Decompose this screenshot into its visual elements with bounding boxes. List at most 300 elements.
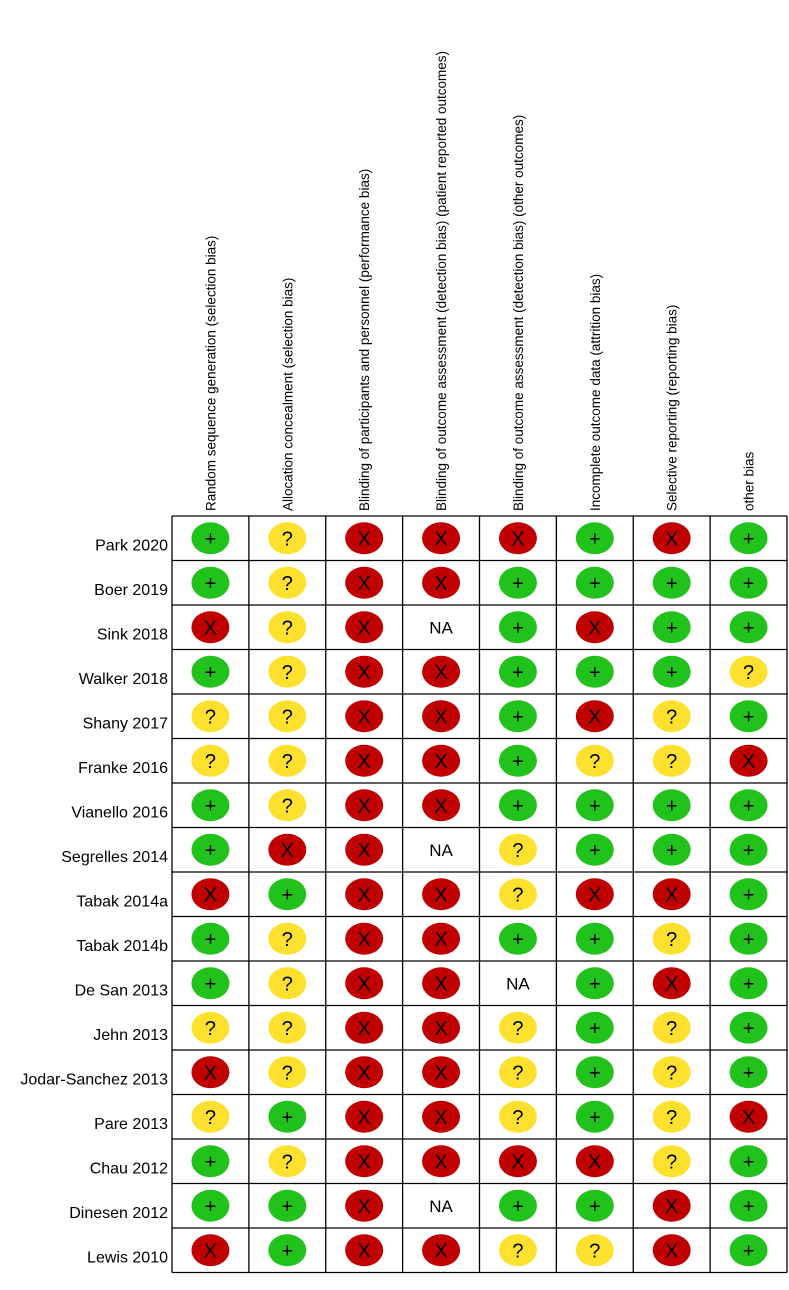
rating-symbol-high: X	[665, 973, 679, 996]
rating-symbol-high: X	[357, 528, 371, 551]
rating-symbol-high: X	[357, 706, 371, 729]
rating-cell-boer-2019-col6-low	[576, 567, 614, 599]
rating-cell-jehn-2013-col7-unclear	[653, 1012, 691, 1044]
row-label-franke-2016: Franke 2016	[78, 760, 168, 778]
rating-symbol-low: +	[204, 973, 217, 996]
rating-cell-park-2020-col3-high	[345, 522, 383, 554]
rating-symbol-low: +	[512, 706, 524, 729]
rating-cell-boer-2019-col5-low	[499, 567, 537, 599]
rating-symbol-high: X	[203, 884, 218, 907]
rating-symbol-low: +	[588, 1106, 601, 1129]
rating-symbol-low: +	[204, 1151, 217, 1174]
row-label-jehn-2013: Jehn 2013	[93, 1027, 168, 1045]
rating-cell-tabak-2014a-col1-high	[191, 878, 229, 910]
rating-cell-dinesen-2012-col8-low	[730, 1190, 768, 1222]
rating-symbol-low: +	[742, 1062, 755, 1085]
column-header-5: Blinding of outcome assessment (detection bias) (other outcomes)	[510, 114, 526, 511]
rating-symbol-high: X	[357, 572, 371, 595]
rating-symbol-high: X	[357, 1062, 371, 1085]
rating-symbol-low: +	[281, 1195, 294, 1218]
rating-cell-chau-2012-col5-high	[499, 1145, 537, 1177]
rating-cell-park-2020-col8-low	[730, 522, 768, 554]
rating-symbol-high: X	[357, 1106, 371, 1129]
rating-cell-chau-2012-col1-low	[191, 1145, 229, 1177]
rating-symbol-low: +	[281, 1106, 294, 1129]
rating-cell-franke-2016-col8-high	[730, 745, 768, 777]
rating-cell-jehn-2013-col3-high	[345, 1012, 383, 1044]
rating-cell-franke-2016-col2-unclear	[268, 745, 306, 777]
rating-cell-jodar-sanchez-2013-col2-unclear	[268, 1056, 306, 1088]
rating-symbol-low: +	[742, 1151, 755, 1174]
rating-symbol-low: +	[512, 928, 524, 951]
row-label-chau-2012: Chau 2012	[89, 1160, 168, 1178]
rating-symbol-high: X	[434, 706, 448, 729]
rating-symbol-low: +	[588, 1017, 601, 1040]
rating-symbol-high: X	[588, 706, 602, 729]
rating-cell-dinesen-2012-col4-na	[429, 1197, 453, 1216]
rating-symbol-unclear: ?	[666, 750, 678, 773]
rating-cell-walker-2018-col7-low	[653, 656, 691, 688]
row-label-shany-2017: Shany 2017	[82, 715, 168, 733]
rating-symbol-high: X	[434, 661, 448, 684]
rating-symbol-high: X	[357, 795, 371, 818]
rating-cell-lewis-2010-col7-high	[653, 1234, 691, 1266]
rating-cell-tabak-2014a-col2-low	[268, 878, 306, 910]
rating-cell-lewis-2010-col1-high	[191, 1234, 229, 1266]
rating-symbol-low: +	[588, 528, 601, 551]
rating-cell-de-san-2013-col5-na	[506, 974, 530, 993]
rating-symbol-unclear: ?	[281, 1062, 293, 1085]
rating-cell-shany-2017-col6-high	[576, 700, 614, 732]
rating-symbol-low: +	[588, 1062, 601, 1085]
rating-symbol-high: X	[434, 528, 448, 551]
rating-cell-jehn-2013-col8-low	[730, 1012, 768, 1044]
rating-cell-sink-2018-col2-unclear	[268, 611, 306, 643]
rating-cell-pare-2013-col4-high	[422, 1101, 460, 1133]
rating-symbol-unclear: ?	[666, 1151, 678, 1174]
rating-symbol-unclear: ?	[281, 572, 293, 595]
row-label-dinesen-2012: Dinesen 2012	[69, 1205, 168, 1223]
rating-symbol-low: +	[665, 661, 678, 684]
rating-symbol-low: +	[742, 839, 755, 862]
rating-symbol-low: +	[204, 572, 217, 595]
rating-cell-tabak-2014b-col7-unclear	[653, 923, 691, 955]
rating-symbol-unclear: ?	[204, 1106, 216, 1129]
rating-cell-tabak-2014b-col2-unclear	[268, 923, 306, 955]
rating-symbol-low: +	[588, 928, 601, 951]
rating-symbol-high: X	[434, 1062, 448, 1085]
rating-cell-vianello-2016-col8-low	[730, 789, 768, 821]
rating-symbol-high: X	[434, 884, 448, 907]
rating-cell-segrelles-2014-col6-low	[576, 834, 614, 866]
rating-symbol-unclear: ?	[281, 661, 293, 684]
rating-symbol-low: +	[742, 1017, 755, 1040]
rating-symbol-unclear: ?	[666, 928, 678, 951]
rating-symbol-high: X	[357, 1240, 371, 1263]
rating-cell-park-2020-col5-high	[499, 522, 537, 554]
rating-symbol-low: +	[588, 973, 601, 996]
rating-cell-tabak-2014a-col3-high	[345, 878, 383, 910]
column-header-1: Random sequence generation (selection bias)	[203, 235, 219, 511]
rating-symbol-unclear: ?	[666, 1017, 678, 1040]
rating-cell-chau-2012-col2-unclear	[268, 1145, 306, 1177]
rating-cell-de-san-2013-col6-low	[576, 967, 614, 999]
rating-symbol-low: +	[512, 750, 524, 773]
rating-cell-vianello-2016-col7-low	[653, 789, 691, 821]
rating-cell-dinesen-2012-col3-high	[345, 1190, 383, 1222]
rating-cell-shany-2017-col5-low	[499, 700, 537, 732]
rating-symbol-high: X	[665, 528, 679, 551]
rating-cell-walker-2018-col4-high	[422, 656, 460, 688]
rating-cell-walker-2018-col8-unclear	[730, 656, 768, 688]
column-header-3: Blinding of participants and personnel (performance bias)	[357, 168, 373, 511]
rating-cell-park-2020-col7-high	[653, 522, 691, 554]
rating-symbol-high: X	[434, 1151, 448, 1174]
rating-cell-chau-2012-col8-low	[730, 1145, 768, 1177]
rating-symbol-unclear: ?	[281, 1017, 293, 1040]
rating-cell-pare-2013-col6-low	[576, 1101, 614, 1133]
rating-cell-sink-2018-col8-low	[730, 611, 768, 643]
rating-symbol-low: +	[665, 795, 678, 818]
rating-symbol-high: X	[741, 750, 756, 773]
rating-cell-pare-2013-col1-unclear	[191, 1101, 229, 1133]
rating-symbol-low: +	[665, 839, 678, 862]
rating-symbol-low: +	[204, 1195, 217, 1218]
rating-symbol-high: X	[357, 884, 371, 907]
rating-cell-sink-2018-col7-low	[653, 611, 691, 643]
column-header-8: other bias	[741, 451, 757, 511]
rating-cell-franke-2016-col7-unclear	[653, 745, 691, 777]
rating-cell-pare-2013-col8-high	[730, 1101, 768, 1133]
rating-cell-segrelles-2014-col1-low	[191, 834, 229, 866]
rating-cell-tabak-2014a-col5-unclear	[499, 878, 537, 910]
rating-cell-sink-2018-col5-low	[499, 611, 537, 643]
rating-cell-lewis-2010-col4-high	[422, 1234, 460, 1266]
rating-symbol-unclear: ?	[281, 928, 293, 951]
rating-symbol-low: +	[665, 572, 678, 595]
rating-symbol-low: +	[204, 795, 217, 818]
rating-cell-shany-2017-col2-unclear	[268, 700, 306, 732]
rating-cell-pare-2013-col7-unclear	[653, 1101, 691, 1133]
rating-cell-vianello-2016-col2-unclear	[268, 789, 306, 821]
rating-symbol-unclear: ?	[666, 706, 678, 729]
rating-cell-chau-2012-col6-high	[576, 1145, 614, 1177]
rating-cell-pare-2013-col2-low	[268, 1101, 306, 1133]
rating-symbol-na: NA	[506, 974, 530, 994]
rating-cell-sink-2018-col1-high	[191, 611, 229, 643]
rating-symbol-unclear: ?	[512, 1240, 524, 1263]
rating-symbol-high: X	[357, 928, 371, 951]
rating-symbol-high: X	[357, 1195, 371, 1218]
rating-symbol-unclear: ?	[589, 750, 601, 773]
rating-symbol-low: +	[742, 1195, 755, 1218]
grid	[172, 516, 787, 1273]
rating-cell-tabak-2014b-col5-low	[499, 923, 537, 955]
rating-symbol-low: +	[742, 795, 755, 818]
rating-cell-de-san-2013-col8-low	[730, 967, 768, 999]
rating-cell-tabak-2014a-col7-high	[653, 878, 691, 910]
rating-symbol-low: +	[512, 795, 524, 818]
column-header-2: Allocation concealment (selection bias)	[280, 277, 296, 511]
rating-cell-jodar-sanchez-2013-col1-high	[191, 1056, 229, 1088]
rating-symbol-low: +	[742, 928, 755, 951]
rating-cell-tabak-2014b-col3-high	[345, 923, 383, 955]
rating-symbol-unclear: ?	[281, 795, 293, 818]
rating-cell-tabak-2014a-col4-high	[422, 878, 460, 910]
rating-cell-de-san-2013-col7-high	[653, 967, 691, 999]
rating-cell-jehn-2013-col5-unclear	[499, 1012, 537, 1044]
rating-cell-lewis-2010-col2-low	[268, 1234, 306, 1266]
rating-cell-jodar-sanchez-2013-col7-unclear	[653, 1056, 691, 1088]
rating-symbol-high: X	[434, 1017, 448, 1040]
rating-cell-segrelles-2014-col5-unclear	[499, 834, 537, 866]
rating-symbol-unclear: ?	[281, 1151, 293, 1174]
rating-symbol-low: +	[588, 661, 601, 684]
rating-cell-segrelles-2014-col4-na	[429, 841, 453, 860]
rating-cell-vianello-2016-col6-low	[576, 789, 614, 821]
rating-cell-franke-2016-col3-high	[345, 745, 383, 777]
rating-cell-chau-2012-col7-unclear	[653, 1145, 691, 1177]
rating-cell-vianello-2016-col4-high	[422, 789, 460, 821]
row-label-tabak-2014b: Tabak 2014b	[76, 938, 168, 956]
rating-symbol-low: +	[204, 928, 217, 951]
rating-cell-segrelles-2014-col7-low	[653, 834, 691, 866]
rating-symbol-high: X	[511, 1151, 525, 1174]
rating-cell-boer-2019-col8-low	[730, 567, 768, 599]
rating-cell-boer-2019-col4-high	[422, 567, 460, 599]
rating-symbol-high: X	[588, 617, 602, 640]
rating-symbol-low: +	[588, 795, 601, 818]
rating-cell-walker-2018-col1-low	[191, 656, 229, 688]
rating-cell-jodar-sanchez-2013-col5-unclear	[499, 1056, 537, 1088]
column-header-4: Blinding of outcome assessment (detection bias) (patient reported outcomes)	[434, 51, 450, 511]
column-header-6: Incomplete outcome data (attrition bias)	[587, 273, 603, 511]
rating-cell-park-2020-col6-low	[576, 522, 614, 554]
rating-cell-chau-2012-col4-high	[422, 1145, 460, 1177]
rating-symbol-low: +	[742, 1240, 755, 1263]
rating-symbol-unclear: ?	[512, 884, 524, 907]
rating-cell-walker-2018-col5-low	[499, 656, 537, 688]
rating-cell-lewis-2010-col3-high	[345, 1234, 383, 1266]
rating-cell-jehn-2013-col4-high	[422, 1012, 460, 1044]
rating-cell-jodar-sanchez-2013-col3-high	[345, 1056, 383, 1088]
rating-cell-franke-2016-col1-unclear	[191, 745, 229, 777]
rating-cell-shany-2017-col1-unclear	[191, 700, 229, 732]
rating-cell-boer-2019-col7-low	[653, 567, 691, 599]
column-header-7: Selective reporting (reporting bias)	[664, 304, 680, 511]
rating-symbol-high: X	[434, 928, 448, 951]
rating-cell-vianello-2016-col5-low	[499, 789, 537, 821]
rating-cell-de-san-2013-col4-high	[422, 967, 460, 999]
rating-cell-boer-2019-col1-low	[191, 567, 229, 599]
rating-cell-park-2020-col2-unclear	[268, 522, 306, 554]
rating-symbol-low: +	[281, 1240, 294, 1263]
rating-symbol-unclear: ?	[666, 1106, 678, 1129]
rating-cell-franke-2016-col4-high	[422, 745, 460, 777]
rating-symbol-unclear: ?	[743, 661, 755, 684]
rating-cell-jehn-2013-col1-unclear	[191, 1012, 229, 1044]
rating-cell-park-2020-col1-low	[191, 522, 229, 554]
rating-cell-tabak-2014b-col4-high	[422, 923, 460, 955]
rating-symbol-high: X	[741, 1106, 756, 1129]
rating-cell-segrelles-2014-col8-low	[730, 834, 768, 866]
rating-symbol-high: X	[434, 1240, 448, 1263]
row-label-park-2020: Park 2020	[95, 537, 168, 555]
rating-cell-walker-2018-col6-low	[576, 656, 614, 688]
rating-cell-tabak-2014a-col8-low	[730, 878, 768, 910]
rating-cell-franke-2016-col5-low	[499, 745, 537, 777]
rating-cell-tabak-2014b-col8-low	[730, 923, 768, 955]
rating-symbol-low: +	[204, 839, 217, 862]
rating-symbol-high: X	[357, 973, 371, 996]
rating-cell-tabak-2014b-col1-low	[191, 923, 229, 955]
rating-symbol-high: X	[434, 572, 448, 595]
rating-cell-park-2020-col4-high	[422, 522, 460, 554]
rating-cell-lewis-2010-col8-low	[730, 1234, 768, 1266]
row-label-pare-2013: Pare 2013	[94, 1116, 168, 1134]
row-label-vianello-2016: Vianello 2016	[71, 804, 168, 822]
rating-symbol-unclear: ?	[281, 528, 293, 551]
rating-symbol-unclear: ?	[281, 706, 293, 729]
rating-cell-walker-2018-col2-unclear	[268, 656, 306, 688]
rating-symbol-low: +	[742, 528, 755, 551]
rating-symbol-high: X	[434, 795, 448, 818]
rating-symbol-unclear: ?	[512, 839, 524, 862]
rating-cell-jodar-sanchez-2013-col6-low	[576, 1056, 614, 1088]
rating-symbol-unclear: ?	[281, 617, 293, 640]
rating-symbol-high: X	[357, 1151, 371, 1174]
rating-cell-segrelles-2014-col2-high	[268, 834, 306, 866]
rating-symbol-low: +	[281, 884, 294, 907]
rating-symbol-high: X	[588, 884, 602, 907]
rating-symbol-low: +	[742, 973, 755, 996]
rating-symbol-high: X	[203, 1240, 218, 1263]
rating-cell-lewis-2010-col5-unclear	[499, 1234, 537, 1266]
rating-symbol-low: +	[512, 1195, 524, 1218]
rating-cell-tabak-2014a-col6-high	[576, 878, 614, 910]
rating-symbol-unclear: ?	[281, 750, 293, 773]
rating-cell-jodar-sanchez-2013-col4-high	[422, 1056, 460, 1088]
rating-cell-walker-2018-col3-high	[345, 656, 383, 688]
rating-symbol-high: X	[357, 661, 371, 684]
rating-cell-boer-2019-col2-unclear	[268, 567, 306, 599]
row-labels	[20, 538, 168, 1267]
rating-cell-de-san-2013-col1-low	[191, 967, 229, 999]
rating-symbol-low: +	[512, 617, 524, 640]
rating-symbol-unclear: ?	[512, 1062, 524, 1085]
rating-cell-lewis-2010-col6-unclear	[576, 1234, 614, 1266]
rating-symbol-na: NA	[429, 618, 453, 638]
rating-symbol-low: +	[742, 884, 755, 907]
rating-symbol-high: X	[434, 973, 448, 996]
row-label-de-san-2013: De San 2013	[74, 982, 168, 1000]
rating-symbol-high: X	[665, 884, 679, 907]
row-label-lewis-2010: Lewis 2010	[87, 1249, 168, 1267]
rating-cell-shany-2017-col3-high	[345, 700, 383, 732]
rating-symbol-low: +	[204, 528, 217, 551]
rating-cell-segrelles-2014-col3-high	[345, 834, 383, 866]
rating-symbol-high: X	[357, 617, 371, 640]
rating-symbol-high: X	[280, 839, 294, 862]
rating-symbol-high: X	[357, 750, 371, 773]
rating-symbol-high: X	[434, 750, 448, 773]
rating-symbol-low: +	[512, 572, 524, 595]
rating-cell-de-san-2013-col2-unclear	[268, 967, 306, 999]
rating-symbol-low: +	[512, 661, 524, 684]
rating-symbol-high: X	[357, 1017, 371, 1040]
rating-symbol-unclear: ?	[204, 750, 216, 773]
rating-symbol-unclear: ?	[204, 706, 216, 729]
rating-cell-sink-2018-col6-high	[576, 611, 614, 643]
rating-cell-dinesen-2012-col5-low	[499, 1190, 537, 1222]
rating-cell-shany-2017-col7-unclear	[653, 700, 691, 732]
rating-cell-chau-2012-col3-high	[345, 1145, 383, 1177]
rating-cell-boer-2019-col3-high	[345, 567, 383, 599]
rating-cell-dinesen-2012-col6-low	[576, 1190, 614, 1222]
rating-symbol-unclear: ?	[281, 973, 293, 996]
rating-symbol-low: +	[204, 661, 217, 684]
rating-cell-vianello-2016-col1-low	[191, 789, 229, 821]
rating-symbol-high: X	[665, 1195, 679, 1218]
rating-cell-jehn-2013-col2-unclear	[268, 1012, 306, 1044]
column-headers	[203, 51, 756, 511]
rating-symbol-high: X	[203, 1062, 218, 1085]
rating-cell-franke-2016-col6-unclear	[576, 745, 614, 777]
row-label-boer-2019: Boer 2019	[94, 582, 168, 600]
rating-symbol-low: +	[665, 617, 678, 640]
rating-symbol-high: X	[203, 617, 218, 640]
rating-symbol-high: X	[588, 1151, 602, 1174]
rating-cell-shany-2017-col4-high	[422, 700, 460, 732]
rating-cell-sink-2018-col4-na	[429, 618, 453, 637]
rating-cell-pare-2013-col3-high	[345, 1101, 383, 1133]
rating-cell-jehn-2013-col6-low	[576, 1012, 614, 1044]
rating-cell-dinesen-2012-col2-low	[268, 1190, 306, 1222]
rating-symbol-unclear: ?	[204, 1017, 216, 1040]
rating-symbol-low: +	[742, 706, 755, 729]
rating-symbol-low: +	[742, 617, 755, 640]
rating-cell-vianello-2016-col3-high	[345, 789, 383, 821]
rating-symbol-na: NA	[429, 1196, 453, 1216]
rating-cell-pare-2013-col5-unclear	[499, 1101, 537, 1133]
rating-symbol-unclear: ?	[589, 1240, 601, 1263]
rating-cell-shany-2017-col8-low	[730, 700, 768, 732]
rating-symbol-high: X	[511, 528, 525, 551]
rating-symbol-low: +	[588, 572, 601, 595]
rating-symbol-na: NA	[429, 840, 453, 860]
rating-cell-sink-2018-col3-high	[345, 611, 383, 643]
rating-cell-tabak-2014b-col6-low	[576, 923, 614, 955]
row-label-segrelles-2014: Segrelles 2014	[61, 849, 168, 867]
row-label-sink-2018: Sink 2018	[96, 626, 168, 644]
rating-symbol-high: X	[434, 1106, 448, 1129]
rating-symbol-low: +	[588, 839, 601, 862]
row-label-jodar-sanchez-2013: Jodar-Sanchez 2013	[20, 1071, 168, 1089]
rating-symbol-unclear: ?	[512, 1017, 524, 1040]
rating-symbol-unclear: ?	[666, 1062, 678, 1085]
row-label-walker-2018: Walker 2018	[78, 671, 168, 689]
rating-cell-dinesen-2012-col7-high	[653, 1190, 691, 1222]
rating-symbol-high: X	[665, 1240, 679, 1263]
rating-symbol-high: X	[357, 839, 371, 862]
rating-cell-jodar-sanchez-2013-col8-low	[730, 1056, 768, 1088]
rating-cell-de-san-2013-col3-high	[345, 967, 383, 999]
rating-symbol-low: +	[588, 1195, 601, 1218]
row-label-tabak-2014a: Tabak 2014a	[76, 893, 168, 911]
rating-symbol-unclear: ?	[512, 1106, 524, 1129]
rating-cell-dinesen-2012-col1-low	[191, 1190, 229, 1222]
rating-symbol-low: +	[742, 572, 755, 595]
